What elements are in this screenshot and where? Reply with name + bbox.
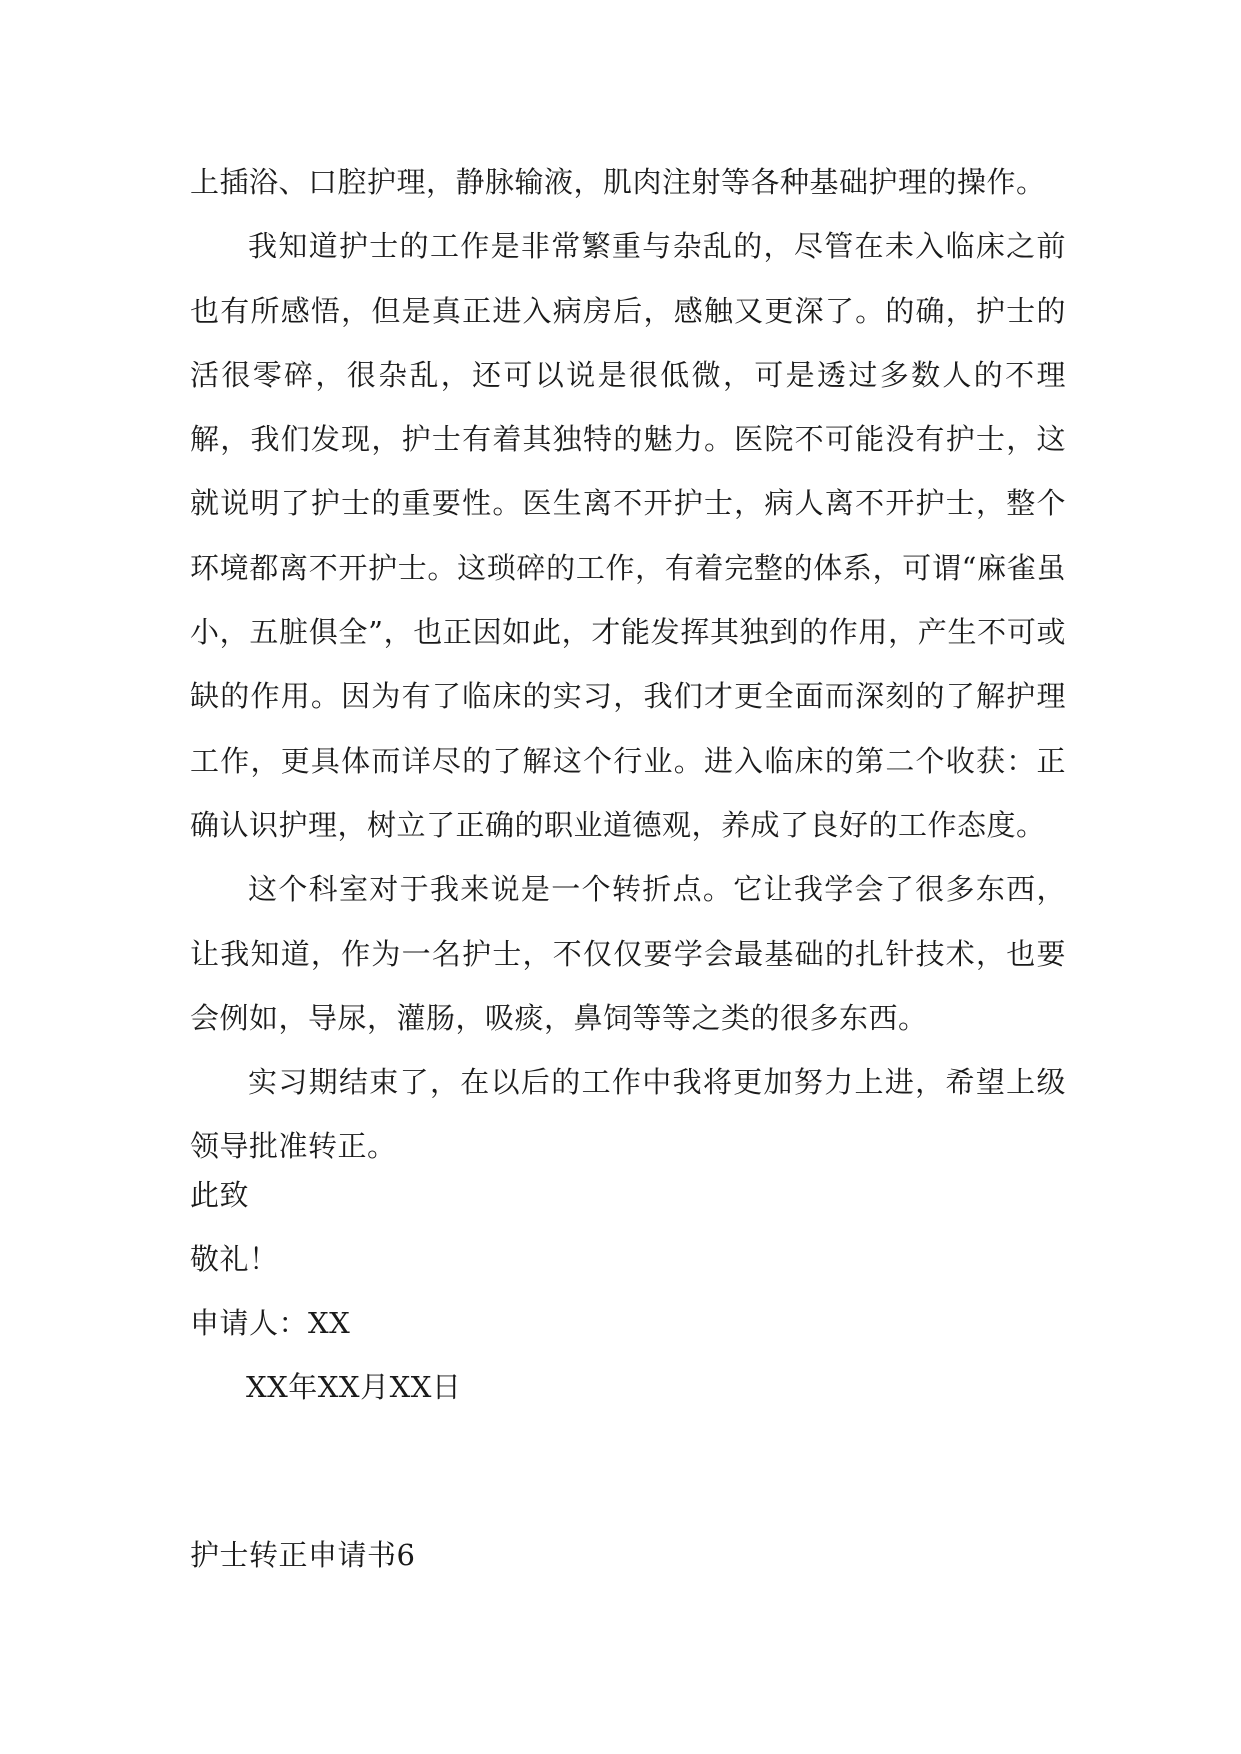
regards: 敬礼！ <box>190 1242 279 1276</box>
body-text <box>190 150 1066 1179</box>
paragraph-conclusion: 实习期结束了，在以后的工作中我将更加努力上进，希望上级领导批准转正。 <box>190 1065 1066 1164</box>
paragraph-continuation: 上插浴、口腔护理，静脉输液，肌肉注射等各种基础护理的操作。 <box>190 165 1046 199</box>
paragraph-department: 这个科室对于我来说是一个转折点。它让我学会了很多东西，让我知道，作为一名护士，不仅仅要学会最基础的扎针技术，也要会例如，导尿，灌肠，吸痰，鼻饲等等之类的很多东西。 <box>190 872 1066 1035</box>
date: XX年XX月XX日 <box>246 1370 462 1404</box>
applicant: 申请人：XX <box>190 1306 351 1340</box>
next-section-title: 护士转正申请书6 <box>190 1538 416 1572</box>
salutation: 此致 <box>190 1178 250 1212</box>
paragraph-nurse-work: 我知道护士的工作是非常繁重与杂乱的，尽管在未入临床之前也有所感悟，但是真正进入病房后，感触又更深了。的确，护士的活很零碎，很杂乱，还可以说是很低微，可是透过多数人的不理解，我们发现，护士有着其独特的魅力。医院不可能没有护士，这就说明了护士的重要性。医生离不开护士，病人离不开护士，整个环境都离不开护士。这琐碎的工作，有着完整的体系，可谓“麻雀虽小，五脏俱全”，也正因如此，才能发挥其独到的作用，产生不可或缺的作用。因为有了临床的实习，我们才更全面而深刻的了解护理工作，更具体而详尽的了解这个行业。进入临床的第二个收获：正确认识护理，树立了正确的职业道德观，养成了良好的工作态度。 <box>190 229 1066 842</box>
